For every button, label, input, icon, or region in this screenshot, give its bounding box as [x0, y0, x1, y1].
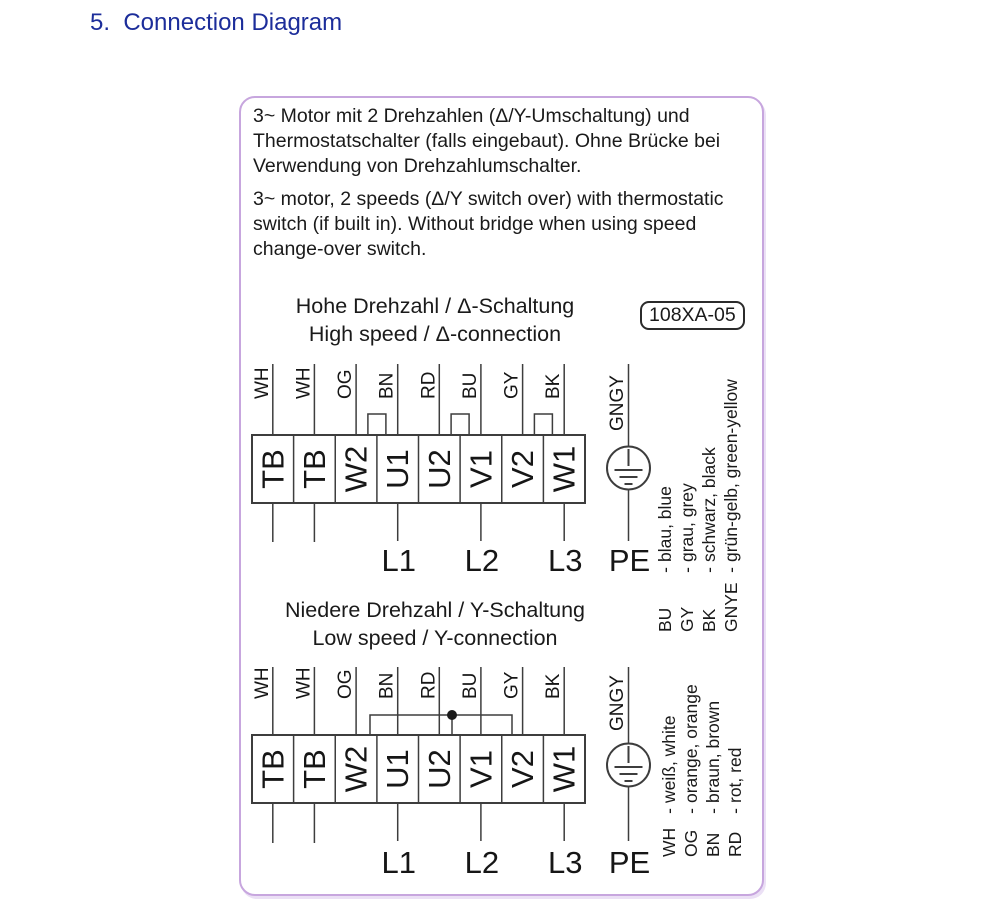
low-speed-title-en: Low speed / Y-connection [312, 626, 558, 650]
wire-label: WH [293, 667, 315, 699]
pe-label: PE [608, 543, 651, 578]
terminal-label: U1 [380, 749, 416, 789]
high-speed-title-en: High speed / Δ-connection [308, 322, 562, 346]
legend-code: BN [703, 832, 723, 857]
legend-name: grau, grey [677, 483, 697, 562]
wire-label: WH [293, 367, 315, 399]
legend-wire-colors-top [654, 379, 742, 632]
terminal-label: TB [255, 449, 291, 489]
delta-bridge-links [368, 414, 553, 435]
wire-label: GY [501, 371, 523, 399]
legend-code: OG [681, 829, 701, 857]
wire-label: RD [418, 371, 440, 399]
legend-code: BU [655, 607, 675, 632]
terminal-label: W2 [338, 445, 374, 493]
star-bridge-link [370, 710, 512, 735]
pe-label: PE [608, 845, 651, 880]
wire-label: RD [418, 671, 440, 699]
wire-label: WH [251, 667, 273, 699]
high-speed-heading [240, 292, 630, 348]
top-wires [273, 667, 629, 744]
legend-row [654, 379, 676, 632]
ground-wire-label: GNGY [607, 375, 628, 431]
legend-dash: - [677, 567, 697, 573]
legend-row [698, 379, 720, 632]
description-german: 3~ Motor mit 2 Drehzahlen (Δ/Y-Umschaltung) und Thermostatschalter (falls eingebaut). Ohne Brücke bei Verwendung von Drehzahlumschalter. [253, 105, 721, 177]
wire-label: OG [335, 669, 357, 699]
high-speed-title-de: Hohe Drehzahl / Δ-Schaltung [295, 294, 575, 318]
terminal-label: W2 [338, 745, 374, 793]
legend-code: BK [699, 608, 719, 632]
legend-dash: - [659, 808, 679, 814]
earth-symbol [607, 744, 650, 787]
terminal-label: W1 [546, 445, 582, 493]
legend-row [702, 684, 724, 857]
legend-code: RD [725, 831, 745, 857]
legend-dash: - [699, 567, 719, 573]
legend-row [724, 684, 746, 857]
legend-row [676, 379, 698, 632]
bottom-wires [273, 490, 629, 543]
legend-dash: - [725, 808, 745, 814]
wire-label: BU [459, 372, 481, 399]
legend-row [720, 379, 742, 632]
wire-label: BU [459, 672, 481, 699]
legend-name: weiß, white [659, 715, 679, 803]
low-speed-diagram [240, 655, 670, 885]
page-title: 5. Connection Diagram [90, 9, 343, 36]
legend-row [680, 684, 702, 857]
legend-code: GNYE [721, 582, 741, 632]
legend-code: WH [659, 827, 679, 857]
legend-name: orange, orange [681, 684, 701, 803]
low-speed-heading [240, 596, 630, 652]
terminal-label: V1 [463, 750, 499, 788]
legend-dash: - [655, 567, 675, 573]
terminal-label: TB [296, 749, 332, 789]
terminal-label: W1 [546, 745, 582, 793]
phase-label: L1 [381, 845, 416, 880]
legend-name: rot, red [725, 747, 745, 803]
legend-name: braun, brown [703, 700, 723, 803]
wire-label: BK [543, 373, 565, 399]
legend-dash: - [721, 567, 741, 573]
phase-label: L3 [547, 845, 583, 880]
terminal-label: V2 [505, 750, 541, 788]
terminal-label: TB [255, 749, 291, 789]
legend-row [658, 684, 680, 857]
terminal-label: V1 [463, 450, 499, 488]
wire-label: BN [376, 672, 398, 699]
terminal-label: U1 [380, 449, 416, 489]
bottom-wires [273, 787, 629, 844]
legend-name: blau, blue [655, 486, 675, 562]
description-english: 3~ motor, 2 speeds (Δ/Y switch over) with thermostatic switch (if built in). Without bridge when using speed change-over switch. [253, 188, 724, 260]
legend-dash: - [681, 808, 701, 814]
wire-label: BK [543, 673, 565, 699]
supply-labels [381, 543, 650, 578]
wire-label: GY [501, 671, 523, 699]
legend-wire-colors-bottom [658, 684, 746, 857]
earth-symbol [607, 447, 650, 490]
terminal-label: TB [296, 449, 332, 489]
high-speed-diagram [240, 350, 670, 590]
phase-label: L3 [547, 543, 583, 578]
terminal-label: U2 [421, 449, 457, 489]
wire-label: OG [335, 369, 357, 399]
phase-label: L2 [464, 543, 500, 578]
terminal-label: V2 [505, 450, 541, 488]
legend-dash: - [703, 808, 723, 814]
terminal-label: U2 [421, 749, 457, 789]
phase-label: L1 [381, 543, 416, 578]
legend-name: grün-gelb, green-yellow [721, 379, 741, 562]
wire-label: WH [251, 367, 273, 399]
phase-label: L2 [464, 845, 500, 880]
ground-wire-label: GNGY [607, 675, 628, 731]
reference-code-badge: 108XA-05 [640, 301, 745, 330]
legend-name: schwarz, black [699, 447, 719, 562]
supply-labels [381, 845, 650, 880]
legend-code: GY [677, 606, 697, 632]
wire-label: BN [376, 372, 398, 399]
low-speed-title-de: Niedere Drehzahl / Y-Schaltung [285, 598, 585, 622]
